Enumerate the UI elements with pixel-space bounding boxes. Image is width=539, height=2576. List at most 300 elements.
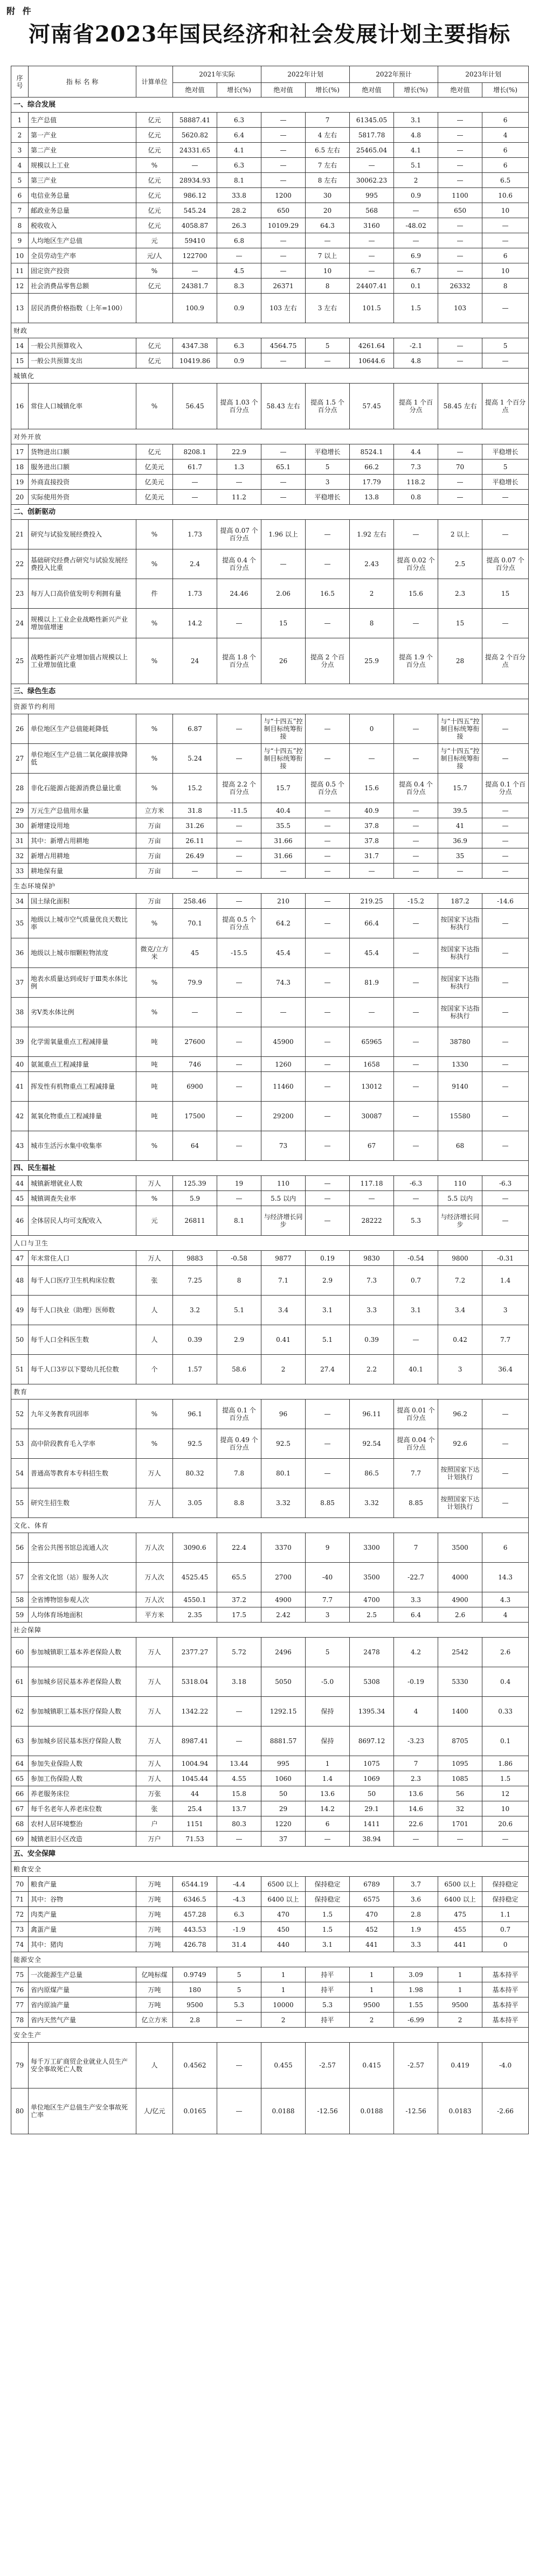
table-row [11, 1832, 529, 1847]
estimate-2022-abs: 92.54 [350, 1429, 394, 1459]
seq-cell: 46 [11, 1206, 29, 1236]
unit-cell: 万亩 [136, 894, 173, 909]
table-row [11, 774, 529, 803]
estimate-2022-growth: — [394, 520, 438, 549]
estimate-2022-abs: 2478 [350, 1638, 394, 1667]
plan-2022-abs: 470 [261, 1907, 306, 1922]
indicator-name: 省内原油产量 [29, 1997, 136, 2013]
estimate-2022-abs: 8697.12 [350, 1726, 394, 1756]
estimate-2022-growth: 4.1 [394, 143, 438, 158]
plan-2023-abs: 与“十四五”控制目标统筹衔接 [438, 714, 482, 744]
header-2023-plan: 2023年计划 [438, 66, 529, 83]
actual-2021-abs: 58887.41 [173, 113, 217, 128]
estimate-2022-growth: — [394, 1832, 438, 1847]
unit-cell: % [136, 549, 173, 579]
estimate-2022-growth: 5.1 [394, 158, 438, 173]
plan-2023-growth: 1.1 [482, 1907, 529, 1922]
plan-2022-growth: 3 [306, 475, 350, 490]
table-row [11, 638, 529, 684]
indicator-name: 禽蛋产量 [29, 1922, 136, 1937]
actual-2021-growth: — [217, 864, 261, 879]
actual-2021-growth: — [217, 968, 261, 998]
unit-cell: 万亩 [136, 864, 173, 879]
plan-2022-abs: 210 [261, 894, 306, 909]
plan-2022-abs: 73 [261, 1131, 306, 1161]
seq-cell: 20 [11, 490, 29, 505]
table-row [11, 128, 529, 143]
unit-cell: % [136, 638, 173, 684]
estimate-2022-abs: 4261.64 [350, 338, 394, 353]
actual-2021-abs: 258.46 [173, 894, 217, 909]
indicator-name: 城镇调查失业率 [29, 1191, 136, 1206]
plan-2022-growth: 5 [306, 1638, 350, 1667]
estimate-2022-growth: 4.8 [394, 353, 438, 368]
actual-2021-abs: 0.0165 [173, 2088, 217, 2134]
table-row [11, 1400, 529, 1429]
plan-2023-abs: 41 [438, 818, 482, 833]
indicator-name: 每千人口医疗卫生机构床位数 [29, 1266, 136, 1296]
table-row [11, 1176, 529, 1191]
plan-2023-abs: 6400 以上 [438, 1892, 482, 1907]
unit-cell: 万户 [136, 1832, 173, 1847]
plan-2023-growth: — [482, 968, 529, 998]
plan-2022-growth: 3 左右 [306, 294, 350, 323]
plan-2022-abs: 15 [261, 609, 306, 638]
table-row [11, 1488, 529, 1518]
actual-2021-abs: 79.9 [173, 968, 217, 998]
plan-2022-growth: — [306, 714, 350, 744]
actual-2021-abs: 1.57 [173, 1355, 217, 1384]
plan-2023-abs: 1 [438, 1967, 482, 1982]
plan-2022-growth: 8 [306, 279, 350, 294]
estimate-2022-growth: 提高 0.04 个百分点 [394, 1429, 438, 1459]
plan-2023-growth: 10.6 [482, 188, 529, 203]
plan-2022-growth: 1.5 [306, 1907, 350, 1922]
actual-2021-growth: -11.5 [217, 803, 261, 818]
plan-2023-abs: 0.42 [438, 1325, 482, 1355]
plan-2022-growth: 持平 [306, 1967, 350, 1982]
indicator-name: 新增占用耕地 [29, 848, 136, 864]
plan-2023-growth: — [482, 1131, 529, 1161]
actual-2021-growth: — [217, 818, 261, 833]
plan-2022-abs: 1 [261, 1967, 306, 1982]
plan-2022-growth: — [306, 353, 350, 368]
plan-2022-abs: 2496 [261, 1638, 306, 1667]
plan-2023-abs: 7.2 [438, 1266, 482, 1296]
plan-2022-abs: 45900 [261, 1027, 306, 1057]
actual-2021-growth: 5.1 [217, 1296, 261, 1325]
plan-2023-growth: 2.6 [482, 1638, 529, 1667]
seq-cell: 31 [11, 833, 29, 848]
unit-cell: 亿元 [136, 338, 173, 353]
indicator-name: 地级以上城市空气质量优良天数比率 [29, 909, 136, 938]
actual-2021-growth: 4.5 [217, 263, 261, 279]
unit-cell: 万人 [136, 1638, 173, 1667]
plan-2023-abs: — [438, 338, 482, 353]
actual-2021-abs: 7.25 [173, 1266, 217, 1296]
unit-cell: 万吨 [136, 1982, 173, 1997]
seq-cell: 75 [11, 1967, 29, 1982]
estimate-2022-growth: 4.2 [394, 1638, 438, 1667]
seq-cell: 3 [11, 143, 29, 158]
estimate-2022-growth: 2.3 [394, 1771, 438, 1786]
header-unit: 计算单位 [136, 66, 173, 98]
plan-2023-growth: — [482, 520, 529, 549]
plan-2022-growth: 保持 [306, 1697, 350, 1726]
estimate-2022-abs: 28222 [350, 1206, 394, 1236]
estimate-2022-growth: — [394, 938, 438, 968]
estimate-2022-abs: — [350, 233, 394, 248]
seq-cell: 36 [11, 938, 29, 968]
seq-cell: 57 [11, 1563, 29, 1592]
plan-2022-abs: 2.42 [261, 1607, 306, 1623]
plan-2022-growth: 5 [306, 459, 350, 475]
plan-2023-abs: 110 [438, 1176, 482, 1191]
header-2022-estimate: 2022年预计 [350, 66, 438, 83]
table-row [11, 1726, 529, 1756]
plan-2022-growth: 5.1 [306, 1325, 350, 1355]
estimate-2022-growth: 4.4 [394, 444, 438, 459]
plan-2022-growth: 7 以上 [306, 248, 350, 263]
plan-2023-growth: — [482, 803, 529, 818]
actual-2021-growth: 58.6 [217, 1355, 261, 1384]
indicator-name: 非化石能源占能源消费总量比重 [29, 774, 136, 803]
plan-2022-growth: — [306, 998, 350, 1027]
unit-cell: 万人 [136, 1488, 173, 1518]
estimate-2022-abs: 25.9 [350, 638, 394, 684]
plan-2023-growth: 5 [482, 338, 529, 353]
plan-2022-abs: 64.2 [261, 909, 306, 938]
plan-2023-abs: 32 [438, 1801, 482, 1816]
plan-2023-abs: — [438, 128, 482, 143]
plan-2023-abs: 1701 [438, 1816, 482, 1832]
estimate-2022-abs: 4700 [350, 1592, 394, 1607]
indicator-name: 货物进出口额 [29, 444, 136, 459]
plan-2022-abs: 29200 [261, 1102, 306, 1131]
unit-cell: % [136, 1191, 173, 1206]
unit-cell: % [136, 520, 173, 549]
estimate-2022-abs: 66.2 [350, 459, 394, 475]
estimate-2022-growth: -2.1 [394, 338, 438, 353]
seq-cell: 79 [11, 2043, 29, 2088]
unit-cell: 人/亿元 [136, 2088, 173, 2134]
actual-2021-growth: — [217, 1191, 261, 1206]
plan-2023-growth: 3 [482, 1296, 529, 1325]
seq-cell: 6 [11, 188, 29, 203]
plan-2022-abs: 3.32 [261, 1488, 306, 1518]
plan-2023-growth: 平稳增长 [482, 444, 529, 459]
table-row [11, 353, 529, 368]
table-row [11, 1967, 529, 1982]
plan-2023-abs: 3.4 [438, 1296, 482, 1325]
plan-2022-growth: 提高 1.5 个百分点 [306, 384, 350, 429]
plan-2022-growth: 保持稳定 [306, 1892, 350, 1907]
plan-2023-abs: — [438, 173, 482, 188]
plan-2023-growth: 6.5 [482, 173, 529, 188]
estimate-2022-abs: 40.9 [350, 803, 394, 818]
section-title: 五、安全保障 [11, 1847, 529, 1862]
estimate-2022-abs: — [350, 998, 394, 1027]
unit-cell: 万亩 [136, 833, 173, 848]
actual-2021-abs: 9500 [173, 1997, 217, 2013]
indicator-name: 每万人口高价值发明专利拥有量 [29, 579, 136, 609]
plan-2023-growth: 12 [482, 1786, 529, 1801]
seq-cell: 34 [11, 894, 29, 909]
actual-2021-abs: 6900 [173, 1072, 217, 1102]
actual-2021-abs: 746 [173, 1057, 217, 1072]
table-row [11, 818, 529, 833]
plan-2023-growth: — [482, 294, 529, 323]
plan-2023-abs: 1095 [438, 1756, 482, 1771]
actual-2021-growth: 6.8 [217, 233, 261, 248]
seq-cell: 14 [11, 338, 29, 353]
unit-cell: 微克/立方米 [136, 938, 173, 968]
table-row [11, 1102, 529, 1131]
plan-2022-abs: 2700 [261, 1563, 306, 1592]
plan-2023-abs: 4900 [438, 1592, 482, 1607]
estimate-2022-abs: 3.3 [350, 1296, 394, 1325]
seq-cell: 55 [11, 1488, 29, 1518]
plan-2023-abs: 103 [438, 294, 482, 323]
table-row [11, 1429, 529, 1459]
plan-2022-growth: 1.4 [306, 1771, 350, 1786]
actual-2021-growth: 15.8 [217, 1786, 261, 1801]
plan-2023-abs: 1085 [438, 1771, 482, 1786]
actual-2021-abs: 1004.94 [173, 1756, 217, 1771]
unit-cell: 人 [136, 2043, 173, 2088]
plan-2022-growth: -40 [306, 1563, 350, 1592]
plan-2022-abs: 103 左右 [261, 294, 306, 323]
actual-2021-abs: 80.32 [173, 1459, 217, 1488]
plan-2022-abs: 15.7 [261, 774, 306, 803]
plan-2022-growth: — [306, 1206, 350, 1236]
actual-2021-abs: 44 [173, 1786, 217, 1801]
table-row [11, 263, 529, 279]
actual-2021-abs: 6.87 [173, 714, 217, 744]
plan-2023-abs: 按国家下达指标执行 [438, 998, 482, 1027]
actual-2021-abs: 457.28 [173, 1907, 217, 1922]
table-row [11, 609, 529, 638]
table-row [11, 1533, 529, 1563]
plan-2022-growth: 8.85 [306, 1488, 350, 1518]
seq-cell: 22 [11, 549, 29, 579]
actual-2021-abs: 14.2 [173, 609, 217, 638]
plan-2023-growth: 0.1 [482, 1726, 529, 1756]
estimate-2022-abs: 3160 [350, 218, 394, 233]
unit-cell: 人 [136, 1325, 173, 1355]
actual-2021-growth: 13.44 [217, 1756, 261, 1771]
plan-2023-abs: — [438, 1832, 482, 1847]
subsection-header-row [11, 429, 529, 444]
plan-2023-growth: 36.4 [482, 1355, 529, 1384]
plan-2022-growth: 1.5 [306, 1922, 350, 1937]
subsection-title: 生态环境保护 [11, 879, 529, 894]
plan-2023-growth: 1.86 [482, 1756, 529, 1771]
plan-2022-growth: 保持 [306, 1726, 350, 1756]
estimate-2022-growth: — [394, 833, 438, 848]
plan-2022-abs: 31.66 [261, 848, 306, 864]
seq-cell: 16 [11, 384, 29, 429]
indicator-name: 实际使用外资 [29, 490, 136, 505]
plan-2023-abs: 按照国家下达计划执行 [438, 1488, 482, 1518]
indicator-name: 规模以上工业 [29, 158, 136, 173]
seq-cell: 1 [11, 113, 29, 128]
table-row [11, 909, 529, 938]
seq-cell: 72 [11, 1907, 29, 1922]
estimate-2022-abs: 24407.41 [350, 279, 394, 294]
estimate-2022-abs: — [350, 248, 394, 263]
header-2021-actual: 2021年实际 [173, 66, 261, 83]
subsection-title: 财政 [11, 323, 529, 338]
plan-2022-abs: 3370 [261, 1533, 306, 1563]
actual-2021-abs: 4347.38 [173, 338, 217, 353]
unit-cell: 万吨 [136, 1892, 173, 1907]
plan-2023-abs: 5.5 以内 [438, 1191, 482, 1206]
indicator-name: 全员劳动生产率 [29, 248, 136, 263]
seq-cell: 39 [11, 1027, 29, 1057]
header-growth: 增长(%) [394, 83, 438, 98]
unit-cell: 亿元 [136, 173, 173, 188]
plan-2022-abs: — [261, 549, 306, 579]
plan-2022-growth: 保持稳定 [306, 1877, 350, 1892]
subsection-title: 资源节约利用 [11, 699, 529, 714]
plan-2022-growth: — [306, 1131, 350, 1161]
actual-2021-abs: 24 [173, 638, 217, 684]
plan-2023-growth: 15 [482, 579, 529, 609]
seq-cell: 77 [11, 1997, 29, 2013]
plan-2023-abs: 56 [438, 1786, 482, 1801]
actual-2021-abs: 2.4 [173, 549, 217, 579]
plan-2022-growth: 平稳增长 [306, 444, 350, 459]
seq-cell: 80 [11, 2088, 29, 2134]
plan-2023-abs: 1100 [438, 188, 482, 203]
plan-2023-growth: — [482, 938, 529, 968]
seq-cell: 38 [11, 998, 29, 1027]
plan-2023-abs: — [438, 143, 482, 158]
unit-cell: % [136, 609, 173, 638]
plan-2023-abs: — [438, 158, 482, 173]
actual-2021-growth: 11.2 [217, 490, 261, 505]
indicator-name: 服务进出口额 [29, 459, 136, 475]
seq-cell: 49 [11, 1296, 29, 1325]
table-row [11, 1937, 529, 1952]
table-row [11, 1607, 529, 1623]
plan-2023-abs: 70 [438, 459, 482, 475]
estimate-2022-abs: 10644.6 [350, 353, 394, 368]
plan-2022-abs: 9877 [261, 1251, 306, 1266]
indicator-name: 居民消费价格指数（上年=100） [29, 294, 136, 323]
actual-2021-growth: — [217, 1027, 261, 1057]
table-row [11, 2088, 529, 2134]
seq-cell: 69 [11, 1832, 29, 1847]
table-row [11, 218, 529, 233]
plan-2022-abs: — [261, 248, 306, 263]
estimate-2022-abs: 96.11 [350, 1400, 394, 1429]
plan-2023-growth: — [482, 1102, 529, 1131]
unit-cell: 亿元 [136, 188, 173, 203]
actual-2021-growth: 8.8 [217, 1488, 261, 1518]
plan-2022-growth: 平稳增长 [306, 490, 350, 505]
indicator-name: 单位地区生产总值生产安全事故死亡率 [29, 2088, 136, 2134]
plan-2023-abs: 36.9 [438, 833, 482, 848]
plan-2023-growth: -0.31 [482, 1251, 529, 1266]
table-row [11, 520, 529, 549]
plan-2022-abs: — [261, 475, 306, 490]
plan-2023-abs: 1400 [438, 1697, 482, 1726]
seq-cell: 54 [11, 1459, 29, 1488]
plan-2023-growth: 提高 0.1 个百分点 [482, 774, 529, 803]
seq-cell: 4 [11, 158, 29, 173]
plan-2023-abs: 按国家下达指标执行 [438, 909, 482, 938]
plan-2022-growth: 30 [306, 188, 350, 203]
plan-2023-growth: 6 [482, 248, 529, 263]
actual-2021-abs: 0.4562 [173, 2043, 217, 2088]
indicator-name: 税收收入 [29, 218, 136, 233]
plan-2022-abs: 650 [261, 203, 306, 218]
actual-2021-growth: — [217, 609, 261, 638]
estimate-2022-abs: 568 [350, 203, 394, 218]
unit-cell: 万人 [136, 1667, 173, 1697]
table-row [11, 803, 529, 818]
plan-2023-growth: 0.7 [482, 1922, 529, 1937]
plan-2023-abs: 2.6 [438, 1607, 482, 1623]
table-row [11, 1922, 529, 1937]
unit-cell: 人 [136, 1296, 173, 1325]
section-title: 二、创新驱动 [11, 505, 529, 520]
plan-2023-abs: 2.5 [438, 549, 482, 579]
plan-2023-growth: 基本持平 [482, 2013, 529, 2028]
actual-2021-abs: 31.26 [173, 818, 217, 833]
seq-cell: 35 [11, 909, 29, 938]
actual-2021-growth: 7.8 [217, 1459, 261, 1488]
plan-2022-growth: 0.19 [306, 1251, 350, 1266]
plan-2023-abs: 650 [438, 203, 482, 218]
table-row [11, 1877, 529, 1892]
indicator-name: 第二产业 [29, 143, 136, 158]
estimate-2022-growth: — [394, 714, 438, 744]
actual-2021-abs: 5.9 [173, 1191, 217, 1206]
estimate-2022-abs: 45.4 [350, 938, 394, 968]
plan-2023-growth: — [482, 1459, 529, 1488]
actual-2021-growth: 31.4 [217, 1937, 261, 1952]
unit-cell: 元 [136, 233, 173, 248]
indicator-name: 每千人口3岁以下婴幼儿托位数 [29, 1355, 136, 1384]
header-growth: 增长(%) [482, 83, 529, 98]
estimate-2022-abs: 17.79 [350, 475, 394, 490]
estimate-2022-growth: — [394, 818, 438, 833]
section-title: 一、综合发展 [11, 98, 529, 113]
plan-2023-abs: 0.419 [438, 2043, 482, 2088]
seq-cell: 5 [11, 173, 29, 188]
unit-cell: 件 [136, 579, 173, 609]
actual-2021-abs: 5.24 [173, 744, 217, 774]
plan-2022-growth: — [306, 833, 350, 848]
table-row [11, 744, 529, 774]
header-name: 指 标 名 称 [29, 66, 136, 98]
indicator-name: 氨氮重点工程减排量 [29, 1057, 136, 1072]
actual-2021-growth: 37.2 [217, 1592, 261, 1607]
plan-2022-abs: — [261, 998, 306, 1027]
actual-2021-growth: 8 [217, 1266, 261, 1296]
actual-2021-abs: 100.9 [173, 294, 217, 323]
actual-2021-growth: 24.46 [217, 579, 261, 609]
section-header-row [11, 1161, 529, 1176]
estimate-2022-abs: — [350, 1191, 394, 1206]
plan-2022-abs: 1220 [261, 1816, 306, 1832]
table-row [11, 444, 529, 459]
header-growth: 增长(%) [217, 83, 261, 98]
estimate-2022-growth: -48.02 [394, 218, 438, 233]
